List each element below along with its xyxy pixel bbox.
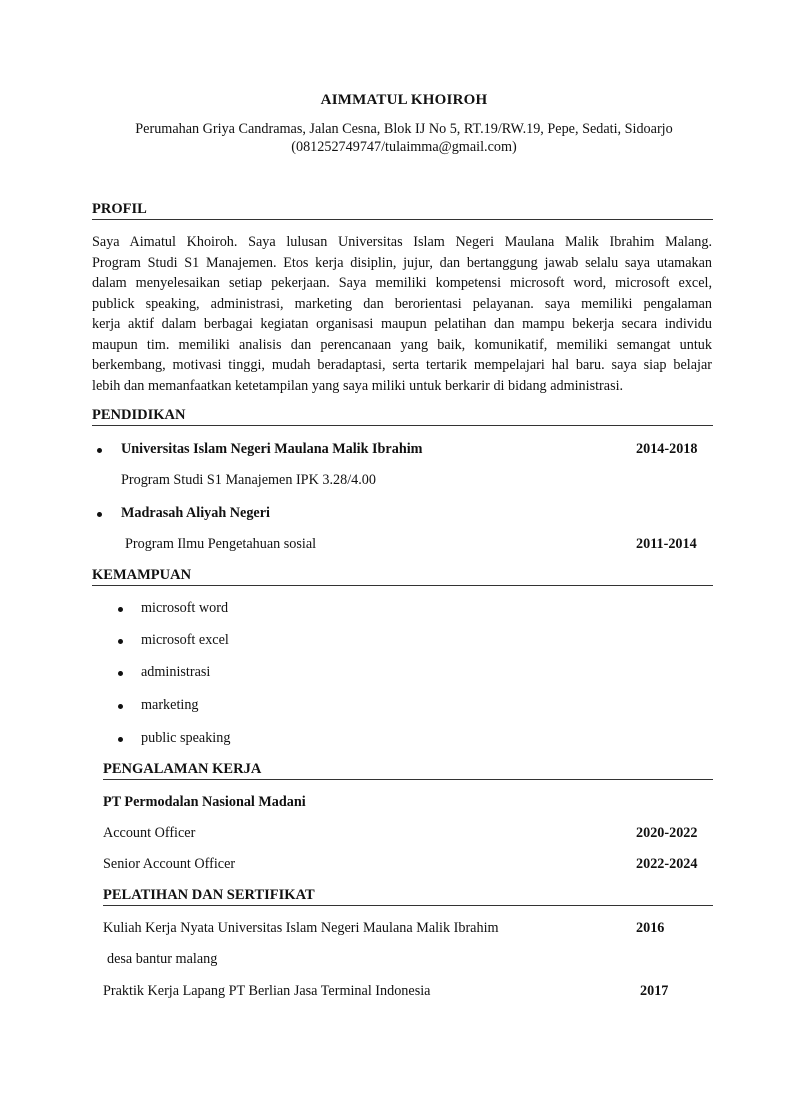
training-location: desa bantur malang	[107, 951, 218, 967]
training-name: Praktik Kerja Lapang PT Berlian Jasa Terminal Indonesia	[103, 983, 431, 999]
skill-item: microsoft excel	[141, 632, 229, 648]
section-title-profil: PROFIL	[92, 201, 147, 217]
section-title-pendidikan: PENDIDIKAN	[92, 407, 186, 423]
training-name: Kuliah Kerja Nyata Universitas Islam Negeri Maulana Malik Ibrahim	[103, 920, 499, 936]
bullet-icon	[118, 639, 123, 644]
education-years: 2011-2014	[636, 536, 697, 552]
company-name: PT Permodalan Nasional Madani	[103, 794, 306, 810]
section-title-kemampuan: KEMAMPUAN	[92, 567, 192, 583]
section-title-pengalaman: PENGALAMAN KERJA	[103, 761, 262, 777]
profile-line: Saya Aimatul Khoiroh. Saya lulusan Universitas Islam Negeri Maulana Malik Ibrahim Malang.	[92, 234, 712, 250]
training-year: 2016	[636, 920, 665, 936]
bullet-icon	[118, 671, 123, 676]
contact-line: (081252749747/tulaimma@gmail.com)	[291, 139, 517, 155]
education-years: 2014-2018	[636, 441, 698, 457]
skill-item: public speaking	[141, 730, 231, 746]
education-detail: Program Ilmu Pengetahuan sosial	[125, 536, 317, 552]
section-divider	[103, 905, 713, 906]
education-school: Madrasah Aliyah Negeri	[121, 505, 270, 521]
job-position: Senior Account Officer	[103, 856, 236, 872]
section-divider	[92, 585, 713, 586]
profile-line: publick speaking, administrasi, marketing dan berorientasi pelayanan. saya memiliki pengalaman	[92, 295, 712, 312]
skill-item: microsoft word	[141, 600, 229, 616]
profile-paragraph	[92, 232, 712, 396]
bullet-icon	[97, 448, 102, 453]
education-detail: Program Studi S1 Manajemen IPK 3.28/4.00	[121, 472, 376, 488]
candidate-name: AIMMATUL KHOIROH	[320, 92, 488, 108]
bullet-icon	[97, 512, 102, 517]
profile-line: maupun tim. memiliki analisis dan perencanaan yang baik, komunikatif, memiliki semangat untuk	[92, 336, 712, 353]
profile-line: berkembang, motivasi tinggi, mudah beradaptasi, serta tertarik mempelajari hal baru. saya siap belajar	[92, 357, 712, 373]
training-year: 2017	[640, 983, 669, 999]
job-position: Account Officer	[103, 825, 196, 841]
section-divider	[103, 779, 713, 780]
profile-line: Program Studi S1 Manajemen. Etos kerja disiplin, jujur, dan bertanggung jawab selalu saya utamakan	[92, 254, 712, 271]
bullet-icon	[118, 607, 123, 612]
section-title-pelatihan: PELATIHAN DAN SERTIFIKAT	[103, 887, 315, 903]
skill-item: marketing	[141, 697, 199, 713]
bullet-icon	[118, 704, 123, 709]
job-years: 2020-2022	[636, 825, 698, 841]
bullet-icon	[118, 737, 123, 742]
education-school: Universitas Islam Negeri Maulana Malik Ibrahim	[121, 441, 423, 457]
section-divider	[92, 219, 713, 220]
profile-line: kerja aktif dalam berbagai kegiatan organisasi maupun pelatihan dan mampu bekerja secara individu	[92, 316, 712, 332]
profile-line: dalam menyelesaikan setiap pekerjaan. Saya memiliki kompetensi microsoft word, microsoft excel,	[92, 275, 712, 291]
job-years: 2022-2024	[636, 856, 698, 872]
section-divider	[92, 425, 713, 426]
profile-line: lebih dan memanfaatkan ketetampilan yang saya miliki untuk berkarir di bidang administrasi.	[92, 377, 624, 394]
address-line: Perumahan Griya Candramas, Jalan Cesna, Blok IJ No 5, RT.19/RW.19, Pepe, Sedati, Sidoarjo	[135, 121, 673, 137]
skill-item: administrasi	[141, 664, 211, 680]
